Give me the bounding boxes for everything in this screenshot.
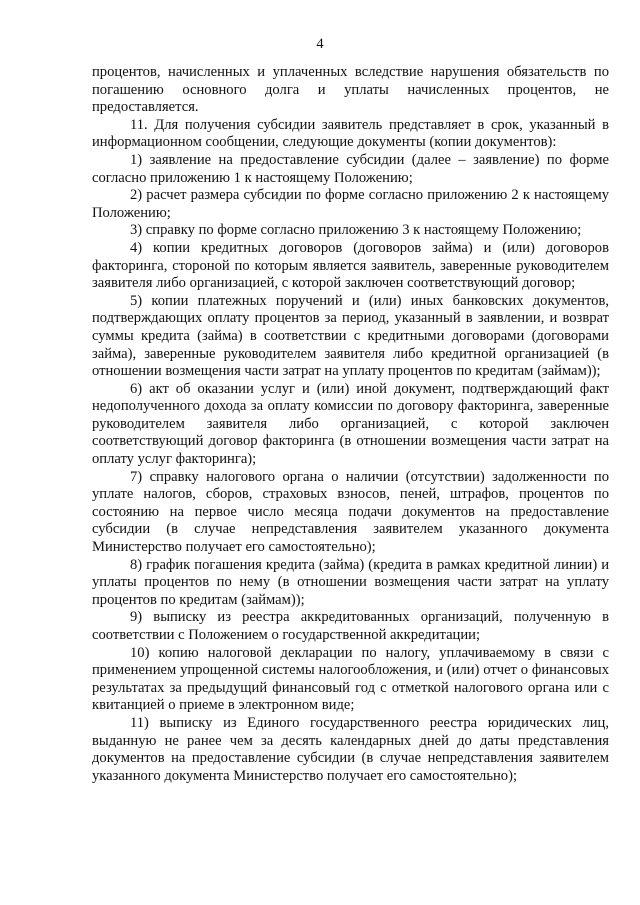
list-item-9: 9) выписку из реестра аккредитованных организаций, полученную в соответствии с Положением о государственной аккредитации; bbox=[92, 609, 609, 643]
list-item-2: 2) расчет размера субсидии по форме согласно приложению 2 к настоящему Положению; bbox=[92, 187, 609, 221]
list-item-11: 11) выписку из Единого государственного реестра юридических лиц, выданную не ранее чем за десять календарных дней до даты представления документов на предоставление субсидии (в случае непредставления заявителем указанного документа Министерство получает его самостоятельно); bbox=[92, 714, 609, 784]
document-body bbox=[92, 64, 609, 785]
paragraph-item-11: 11. Для получения субсидии заявитель представляет в срок, указанный в информационном сообщении, следующие документы (копии документов): bbox=[92, 116, 609, 151]
list-item-10: 10) копию налоговой декларации по налогу, уплачиваемому в связи с применением упрощенной системы налогообложения, и (или) отчет о финансовых результатах за предыдущий финансовый год с отметкой налогового органа или с квитанцией о приеме в электронном виде; bbox=[92, 644, 609, 714]
list-item-6: 6) акт об оказании услуг и (или) иной документ, подтверждающий факт недополученного дохода за оплату комиссии по договору факторинга, заверенные руководителем заявителя либо организацией, с которой заключен соответствующий договор факторинга (в отношении возмещения части затрат на оплату услуг факторинга); bbox=[92, 380, 609, 468]
list-item-5: 5) копии платежных поручений и (или) иных банковских документов, подтверждающих оплату процентов за период, указанный в заявлении, и возврат суммы кредита (займа) в соответствии с кредитными договорами (договорами займа), заверенные руководителем заявителя либо кредитной организацией (в отношении возмещения части затрат на уплату процентов по кредитам (займам)); bbox=[92, 292, 609, 380]
list-item-4: 4) копии кредитных договоров (договоров займа) и (или) договоров факторинга, стороной по которым является заявитель, заверенные руководителем заявителя либо организацией, с которой заключен соответствующий договор; bbox=[92, 239, 609, 292]
page-number: 4 bbox=[316, 36, 324, 52]
list-item-3: 3) справку по форме согласно приложению 3 к настоящему Положению; bbox=[130, 222, 582, 239]
list-item-8: 8) график погашения кредита (займа) (кредита в рамках кредитной линии) и уплаты процентов по нему (в отношении возмещения части затрат на уплату процентов по кредитам (займам)); bbox=[92, 556, 609, 608]
list-item-1: 1) заявление на предоставление субсидии (далее – заявление) по форме согласно приложению 1 к настоящему Положению; bbox=[92, 151, 609, 186]
list-item-7: 7) справку налогового органа о наличии (отсутствии) задолженности по уплате налогов, сборов, страховых взносов, пеней, штрафов, процентов по состоянию на первое число месяца подачи документов на предоставление субсидии (в случае непредставления заявителем указанного документа Министерство получает его самостоятельно); bbox=[92, 468, 609, 556]
paragraph-continuation: процентов, начисленных и уплаченных вследствие нарушения обязательств по погашению основного долга и уплаты начисленных процентов, не предоставляется. bbox=[92, 64, 609, 116]
